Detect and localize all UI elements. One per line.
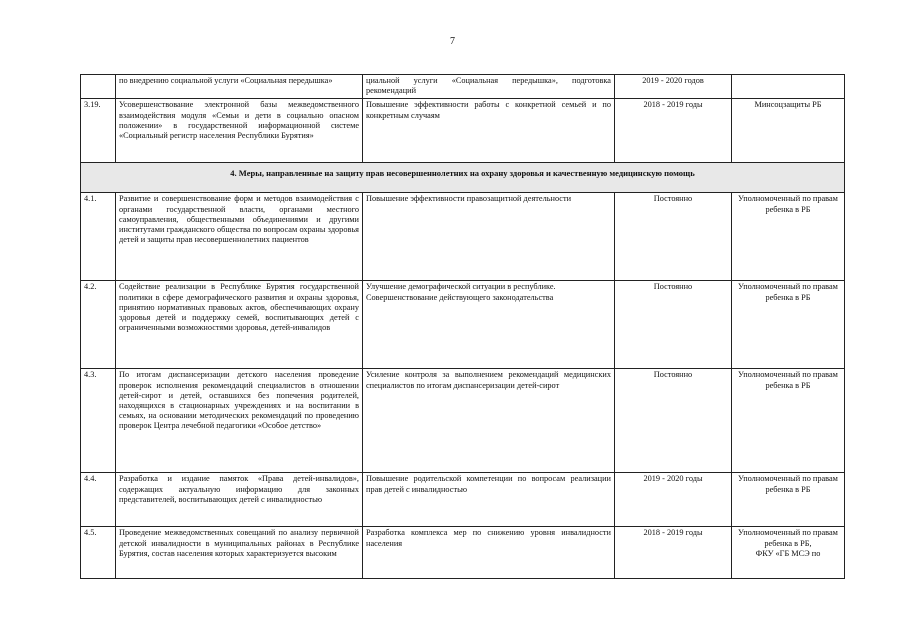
term-cell: 2018 - 2019 годы [615,527,732,579]
result-text: Усиление контроля за выполнением рекомендаций медицинских специалистов по итогам диспансеризации детей-сирот [366,370,611,390]
measure-cell: Развитие и совершенствование форм и методов взаимодействия с органами государственной власти, органами местного самоуправления, общественными объединениями и другими институтами гражданского общества по вопросам охраны здоровья детей и защиты прав несовершеннолетних пациентов [116,193,363,281]
section-header-row [81,163,845,193]
responsible-text-extra: ФКУ «ГБ МСЭ по [755,548,821,558]
measure-cell: По итогам диспансеризации детского населения проведение проверок исполнения рекомендаций специалистов в отношении детей-сирот и детей, оставшихся без попечения родителей, находящихся в стационарных учреждениях и на воспитании в семьях, на основании методических рекомендаций по проведению проверок Центра лечебной педагогики «Особое детство» [116,369,363,473]
term-cell: 2018 - 2019 годы [615,99,732,163]
result-text: Разработка комплекса мер по снижению уровня инвалидности населения [366,528,611,548]
result-text: Улучшение демографической ситуации в республике. [366,282,556,292]
table-row [81,527,845,579]
result-cell [363,281,615,369]
table-row [81,99,845,163]
table-row [81,193,845,281]
result-cell [363,193,615,281]
term-cell: Постоянно [615,193,732,281]
section-title: 4. Меры, направленные на защиту прав несовершеннолетних на охрану здоровья и качественную медицинскую помощь [81,163,845,193]
row-number [81,75,116,99]
result-cell [363,369,615,473]
table-row [81,75,845,99]
result-cell: Повышение эффективности работы с конкретной семьей и по конкретным случаям [363,99,615,163]
responsible-text: Уполномоченный по правам ребенка в РБ, [738,528,838,548]
result-text-extra: Совершенствование действующего законодательства [366,292,554,302]
measure-cell: по внедрению социальной услуги «Социальная передышка» [116,75,363,99]
table-row [81,369,845,473]
responsible-cell: Уполномоченный по правам ребенка в РБ [732,473,845,527]
term-cell: Постоянно [615,281,732,369]
table-row [81,473,845,527]
table-row [81,281,845,369]
measures-table [80,74,845,579]
row-number: 4.3. [81,369,116,473]
term-cell: 2019 - 2020 годы [615,473,732,527]
result-text: Повышение эффективности правозащитной деятельности [366,194,572,204]
row-number: 4.4. [81,473,116,527]
term-cell: Постоянно [615,369,732,473]
result-cell: циальной услуги «Социальная передышка», подготовка рекомендаций [363,75,615,99]
responsible-cell [732,527,845,579]
responsible-cell: Минсоцзащиты РБ [732,99,845,163]
measure-cell: Разработка и издание памяток «Права детей-инвалидов», содержащих актуальную информацию для законных представителей, воспитывающих детей с инвалидностью [116,473,363,527]
result-cell [363,527,615,579]
result-cell [363,473,615,527]
measure-cell: Усовершенствование электронной базы межведомственного взаимодействия модуля «Семьи и дети в социально опасном положении» в государственной информационной системе «Социальный регистр населения Республики Бурятия» [116,99,363,163]
measure-cell: Проведение межведомственных совещаний по анализу первичной детской инвалидности в муниципальных районах в Республике Бурятия, состав населения которых характеризуется высоким [116,527,363,579]
row-number: 4.1. [81,193,116,281]
measure-cell: Содействие реализации в Республике Бурятия государственной политики в сфере демографического развития и охраны здоровья, принятию нормативных правовых актов, обеспечивающих охрану здоровья детей и поддержку семей, воспитывающих детей с ограниченными возможностями здоровья, детей-инвалидов [116,281,363,369]
row-number: 4.5. [81,527,116,579]
row-number: 3.19. [81,99,116,163]
page-number: 7 [450,36,455,47]
term-cell: 2019 - 2020 годов [615,75,732,99]
result-text: Повышение родительской компетенции по вопросам реализации прав детей с инвалидностью [366,474,611,494]
responsible-cell: Уполномоченный по правам ребенка в РБ [732,369,845,473]
responsible-cell [732,75,845,99]
responsible-cell: Уполномоченный по правам ребенка в РБ [732,193,845,281]
responsible-cell: Уполномоченный по правам ребенка в РБ [732,281,845,369]
row-number: 4.2. [81,281,116,369]
